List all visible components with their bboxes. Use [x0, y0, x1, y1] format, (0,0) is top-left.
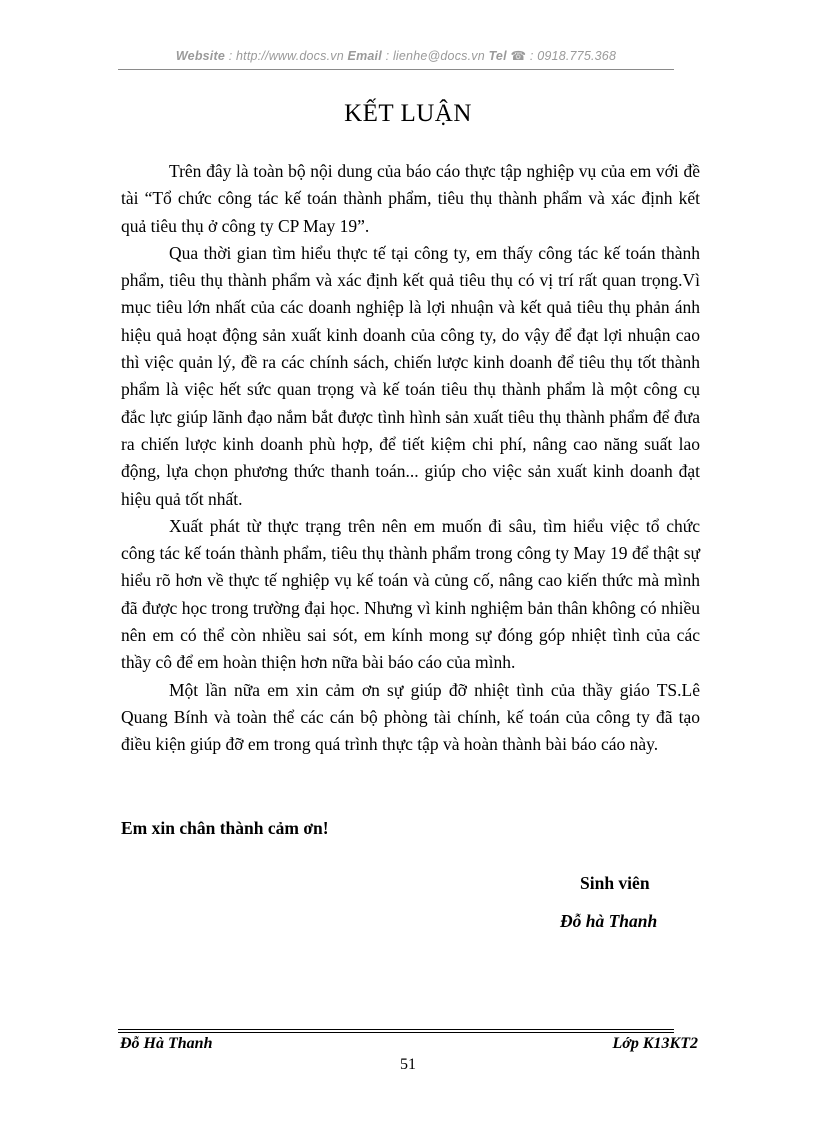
body-text [121, 158, 700, 759]
email-label: Email [347, 49, 382, 63]
page-title: KẾT LUẬN [344, 100, 472, 127]
signature-name: Đỗ hà Thanh [560, 911, 658, 931]
footer-divider-bottom [118, 1032, 674, 1033]
paragraph-thanks: Một lần nữa em xin cảm ơn sự giúp đỡ nhiệt tình của thầy giáo TS.Lê Quang Bính và toàn thể các cán bộ phòng tài chính, kế toán của công ty đã tạo điều kiện giúp đỡ em trong quá trình thực tập và hoàn thành bài báo cáo này. [121, 679, 700, 755]
tel-label: Tel [488, 49, 507, 63]
footer-divider-top [118, 1029, 674, 1030]
paragraph-importance: Qua thời gian tìm hiểu thực tế tại công ty, em thấy công tác kế toán thành phẩm, tiêu thụ thành phẩm và xác định kết quả tiêu thụ có vị trí rất quan trọng.Vì mục tiêu lớn nhất của các doanh nghiệp là lợi nhuận và kết quả tiêu thụ phản ánh hiệu quả hoạt động sản xuất kinh doanh của công ty, do vậy để đạt lợi nhuận cao thì việc quản lý, đề ra các chính sách, chiến lược kinh doanh để tiêu thụ tốt thành phẩm là việc hết sức quan trọng và kế toán tiêu thụ thành phẩm là một công cụ đắc lực giúp lãnh đạo nắm bắt được tình hình sản xuất tiêu thụ thành phẩm để đưa ra chiến lược kinh doanh phù hợp, để tiết kiệm chi phí, nâng cao năng suất lao động, lựa chọn phương thức thanh toán... giúp cho việc sản xuất kinh doanh đạt hiệu quả tốt nhất. [121, 242, 700, 509]
page-header [118, 48, 674, 63]
footer-author: Đỗ Hà Thanh [120, 1035, 213, 1052]
signature-role: Sinh viên [580, 873, 650, 893]
page-number: 51 [400, 1056, 416, 1073]
email-value: : lienhe@docs.vn [385, 49, 485, 63]
footer-class: Lớp K13KT2 [612, 1035, 698, 1052]
paragraph-intro: Trên đây là toàn bộ nội dung của báo cáo thực tập nghiệp vụ của em với đề tài “Tổ chức công tác kế toán thành phẩm, tiêu thụ thành phẩm và xác định kết quả tiêu thụ ở công ty CP May 19”. [121, 161, 700, 236]
website-value: : http://www.docs.vn [228, 49, 344, 63]
website-label: Website [175, 49, 225, 63]
tel-value: ☎ : 0918.775.368 [510, 49, 617, 63]
closing-line: Em xin chân thành cảm ơn! [121, 818, 329, 838]
header-divider [118, 69, 674, 70]
paragraph-motivation: Xuất phát từ thực trạng trên nên em muốn đi sâu, tìm hiểu việc tổ chức công tác kế toán thành phẩm, tiêu thụ thành phẩm trong công ty May 19 để thật sự hiểu rõ hơn về thực tế nghiệp vụ kế toán và củng cố, nâng cao kiến thức mà mình đã được học trong trường đại học. Nhưng vì kinh nghiệm bản thân không có nhiều nên em có thể còn nhiều sai sót, em kính mong sự đóng góp nhiệt tình của các thầy cô để em hoàn thiện hơn nữa bài báo cáo của mình. [121, 515, 700, 673]
